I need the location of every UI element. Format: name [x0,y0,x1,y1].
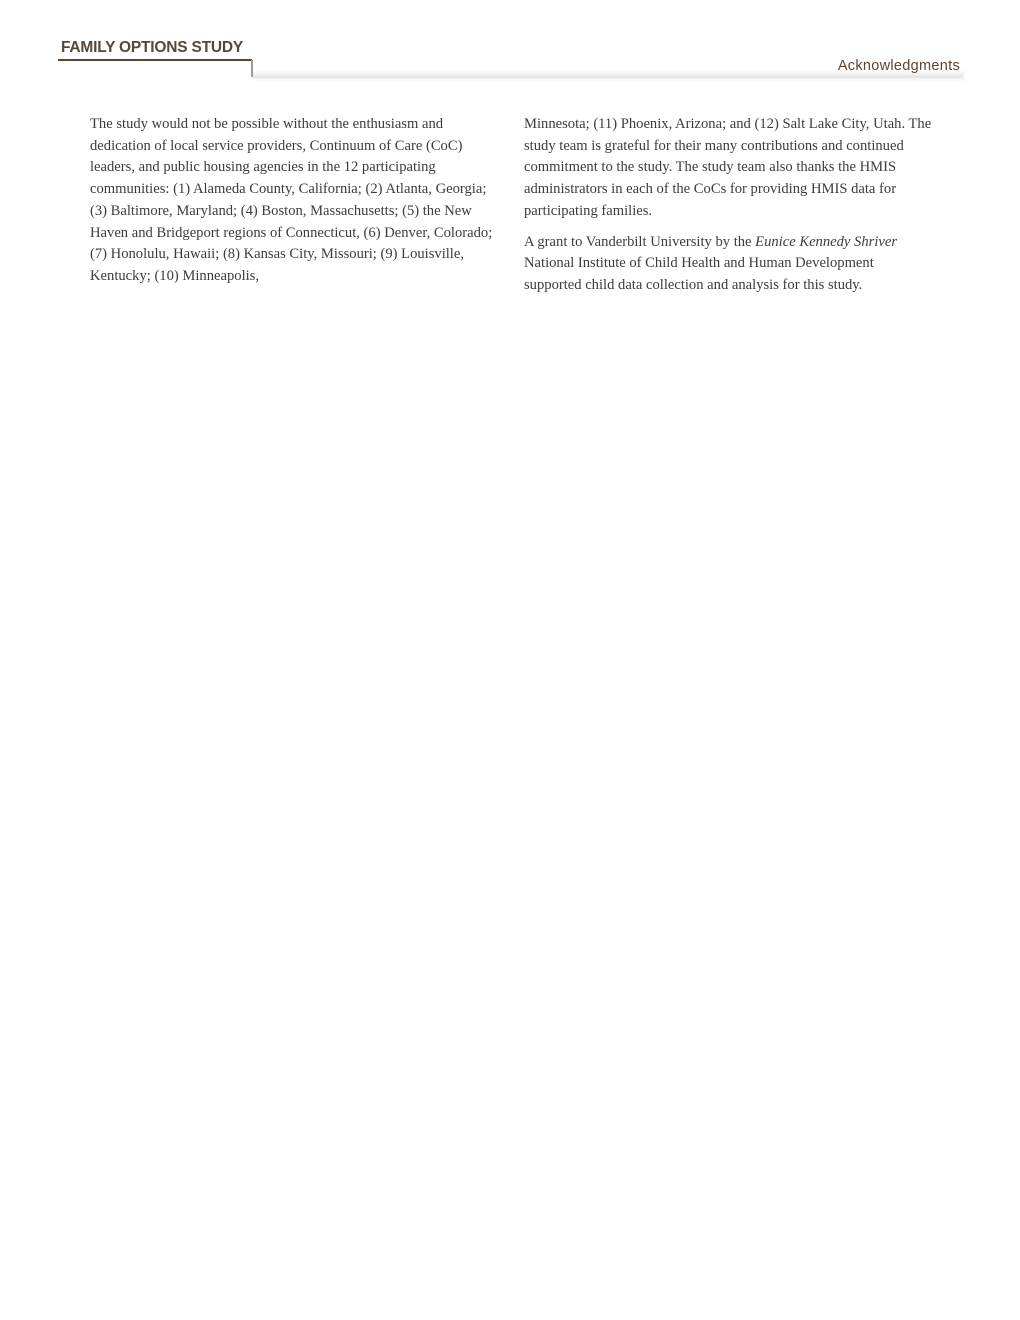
section-label: Acknowledgments [837,58,960,74]
study-title: FAMILY OPTIONS STUDY [61,39,244,56]
acknowledgment-paragraph-2 [524,232,934,297]
title-underline-divider [58,59,252,61]
institute-name-italic: Eunice Kennedy Shriver [755,233,898,250]
page-header [0,0,1020,100]
grant-text-prefix: A grant to Vanderbilt University by the [524,233,756,250]
header-band-shadow [253,77,965,82]
left-column [90,114,500,297]
acknowledgment-paragraph-1-continued: Minnesota; (11) Phoenix, Arizona; and (12) Salt Lake City, Utah. The study team is grateful for their many contributions and continued commitment to the study. The study team also thanks the HMIS administrators in each of the CoCs for providing HMIS data for participating families. [524,116,932,219]
grant-text-suffix: National Institute of Child Health and Human Development supported child data collection and analysis for this study. [524,255,874,293]
right-column [524,114,934,306]
acknowledgment-paragraph-1: The study would not be possible without the enthusiasm and dedication of local service providers, Continuum of Care (CoC) leaders, and public housing agencies in the 12 participating communities: (1) Alameda County, California; (2) Atlanta, Georgia; (3) Baltimore, Maryland; (4) Boston, Massachusetts; (5) the New Haven and Bridgeport regions of Connecticut, (6) Denver, Colorado; (7) Honolulu, Hawaii; (8) Kansas City, Missouri; (9) Louisville, Kentucky; (10) Minneapolis, [90,116,493,284]
